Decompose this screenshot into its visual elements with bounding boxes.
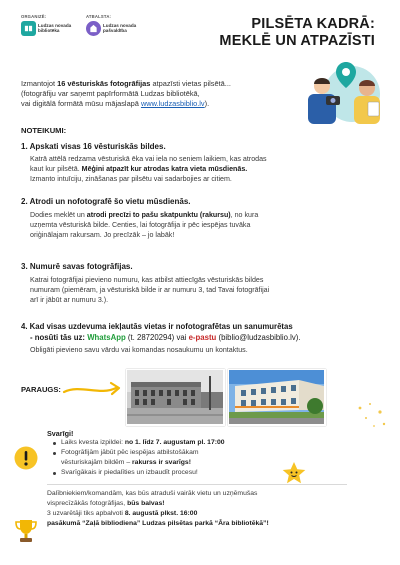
sparkle-icon (354, 400, 390, 430)
rule-1-text: Katrā attēlā redzama vēsturiskā ēka vai iela no seniem laikiem, kas atrodas kaut kur pilsētā. Mēģini atpazīt kur atrodas katra vieta mūsdienās. Izmanto intuīciju, zināšanas par pilsētu vai sadarbojies ar citiem. (30, 155, 267, 184)
trophy-icon (14, 518, 38, 544)
divider (47, 484, 347, 485)
page-title: PILSĒTA KADRĀ: MEKLĒ UN ATPAZĪSTI (219, 16, 375, 49)
example-label: PARAUGS: (21, 385, 61, 394)
municipality-logo-icon (86, 21, 101, 36)
list-item: Fotogrāfijām jābūt pēc iespējas atbilstošākam vēsturiskajām bildēm – rakurss ir svarīgs! (52, 448, 312, 468)
historical-photo (126, 369, 225, 426)
intro-text: Izmantojot 16 vēsturiskās fotogrāfijas atpazīsti vietas pilsētā... (fotogrāfiju var saņemt papīrformātā Ludzas bibliotēkā, vai digitālā formātā mūsu mājaslapā www.ludzasbiblio.lv). (21, 79, 231, 108)
important-heading: Svarīgi! (47, 429, 74, 438)
modern-photo (228, 369, 326, 426)
library-logo-icon (21, 21, 36, 36)
prize-text: Dalībniekiem/komandām, kas būs atraduši vairāk vietu un uzņēmušas visprecīzākās fotogrāfijas, būs balvas! 3 uzvarētāji tiks apbalvoti 8. augustā plkst. 16:00 pasākumā “Zaļā bibliodiena” Ludzas pilsētas parkā “Āra bibliotēkā”! (47, 490, 269, 527)
important-list (52, 438, 312, 478)
organizer-label: ORGANIZĒ: (21, 14, 47, 19)
arrow-icon (60, 374, 128, 404)
rule-3-text: Katrai fotogrāfijai pievieno numuru, kas atbilst attiecīgās vēsturiskās bildes numuram (piemēram, ja vēsturiskā bilde ir ar numuru 3, tad Tavai fotogrāfijai arī ir jābūt ar numuru 3.). (30, 276, 270, 305)
rule-4-title: 4. Kad visas uzdevuma iekļautās vietas ir nofotografētas un sanumurētas - nosūti tās uz: WhatsApp (t. 28720294) vai e-pastu (biblio@ludzasbiblio.lv). (21, 322, 301, 342)
list-item: Laiks kvesta izpildei: no 1. līdz 7. augustam pl. 17:00 (52, 438, 312, 448)
rule-2-text: Dodies meklēt un atrodi precīzi to pašu skatpunktu (rakursu), no kura uzņemta vēsturiskā bilde. Centies, lai fotogrāfija ir pēc iespējas tuvāka oriģinālajam rakursam. Jo precīzāk – jo labāk! (30, 211, 259, 240)
rule-1-title: 1. Apskati visas 16 vēsturiskās bildes. (21, 142, 166, 151)
website-link[interactable]: www.ludzasbiblio.lv (140, 99, 205, 108)
rule-4-text: Obligāti pievieno savu vārdu vai komandas nosaukumu un kontaktus. (30, 346, 248, 354)
supporter-name: Ludzas novada pašvaldība (103, 23, 137, 34)
rule-3-title: 3. Numurē savas fotogrāfijas. (21, 262, 133, 271)
rule-2-title: 2. Atrodi un nofotografē šo vietu mūsdienās. (21, 197, 191, 206)
rules-heading: NOTEIKUMI: (21, 126, 67, 135)
supporter-label: ATBALSTA: (86, 14, 112, 19)
whatsapp-label: WhatsApp (87, 333, 126, 342)
star-icon (281, 461, 307, 485)
warning-icon (14, 446, 38, 470)
list-item: Svarīgākais ir piedalīties un izbaudīt procesu! (52, 468, 312, 478)
email-label: e-pastu (188, 333, 217, 342)
organizer-name: Ludzas novada bibliotēka (38, 23, 72, 34)
